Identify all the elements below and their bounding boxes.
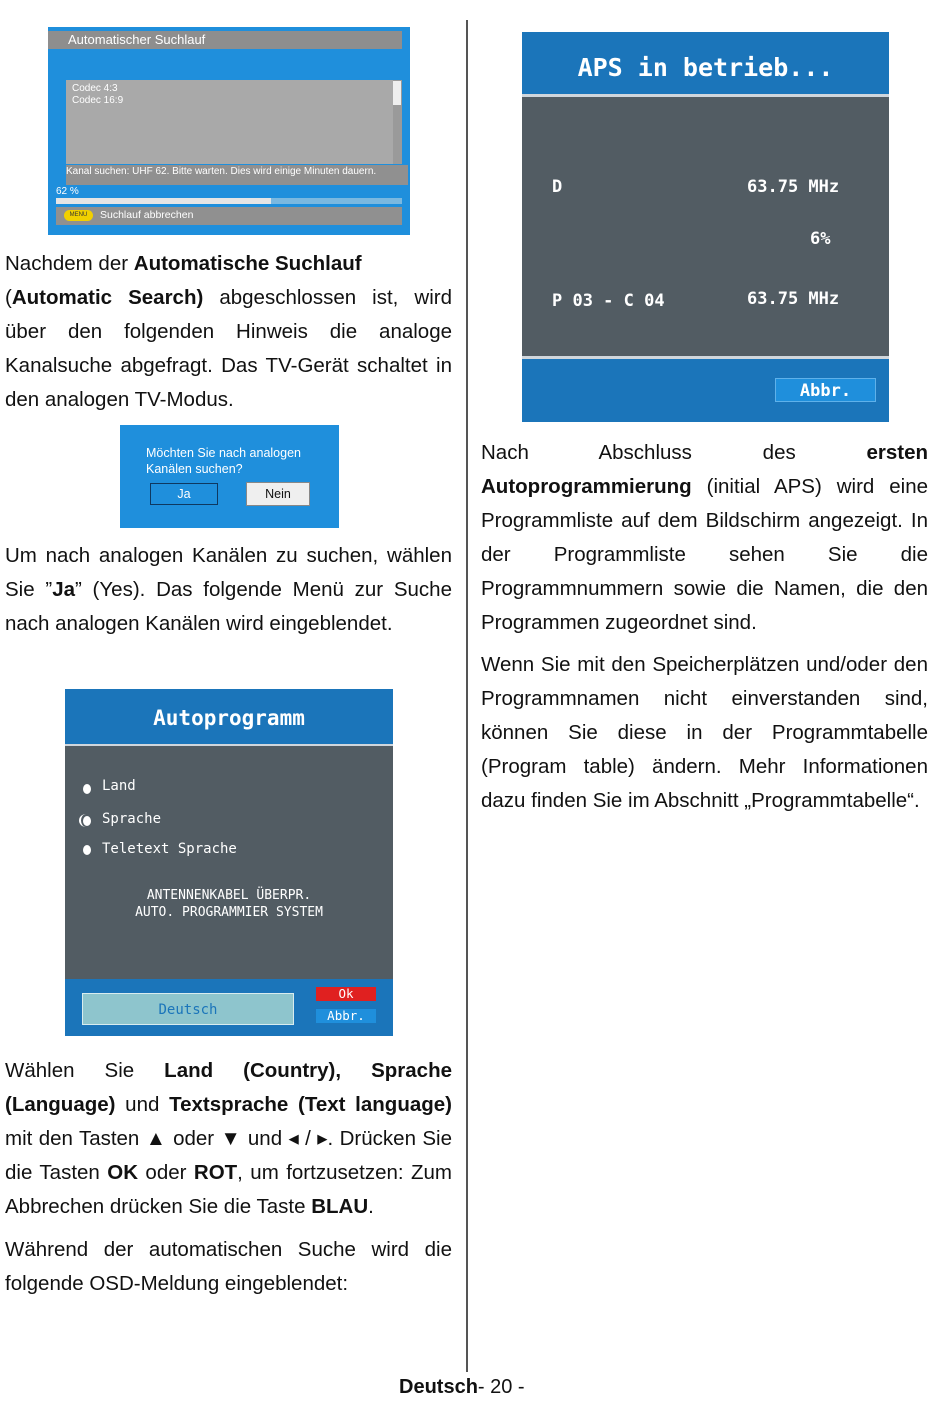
auto-search-screen	[48, 27, 410, 235]
codec-item: Codec 16:9	[72, 95, 124, 106]
cancel-search-label[interactable]: Suchlauf abbrechen	[100, 209, 194, 221]
bullet-icon	[83, 784, 91, 794]
codec-list	[66, 80, 402, 164]
aps-frequency-1: 63.75 MHz	[747, 177, 840, 197]
aps-screen	[522, 32, 889, 419]
option-language[interactable]: Sprache	[102, 811, 162, 827]
progress-label: 62 %	[56, 186, 79, 197]
footer-language: Deutsch	[399, 1376, 478, 1398]
autoprogram-title: Autoprogramm	[65, 689, 393, 746]
no-button[interactable]: Nein	[246, 482, 310, 506]
bullet-icon	[83, 845, 91, 855]
aps-cancel-button[interactable]: Abbr.	[775, 378, 876, 402]
codec-scrollbar-thumb[interactable]	[393, 81, 401, 105]
autoprogram-message: ANTENNENKABEL ÜBERPR. AUTO. PROGRAMMIER SYSTEM	[135, 888, 323, 920]
ok-button[interactable]: Ok	[316, 987, 376, 1001]
paragraph-select-options: Wählen Sie Land (Country), Sprache (Language) und Textsprache (Text language) mit den Tasten ▲ oder ▼ und ◂ / ▸. Drücken Sie die Tasten OK oder ROT, um fortzusetzen: Zum Abbrechen drücken Sie die Taste BLAU.	[5, 1059, 452, 1218]
auto-search-title: Automatischer Suchlauf	[48, 31, 402, 49]
progress-fill	[56, 198, 271, 204]
yes-button[interactable]: Ja	[150, 483, 218, 505]
paragraph-after-aps: Nach Abschluss des ersten Autoprogrammierung (initial APS) wird eine Programmliste auf dem Bildschirm angezeigt. In der Programmliste sehen Sie die Programmnummern sowie die Namen, die den Programmen zugeordnet sind.	[481, 441, 928, 634]
dialog-question: Möchten Sie nach analogen Kanälen suchen?	[146, 446, 301, 476]
search-status-text: Kanal suchen: UHF 62. Bitte warten. Dies wird einige Minuten dauern.	[66, 165, 408, 185]
column-divider	[466, 20, 468, 1372]
paragraph-select-yes: Um nach analogen Kanälen zu suchen, wählen Sie ”Ja” (Yes). Das folgende Menü zur Suche nach analogen Kanälen wird eingeblendet.	[5, 544, 452, 635]
bullet-icon	[83, 816, 91, 826]
aps-title: APS in betrieb...	[522, 32, 889, 97]
paragraph-osd-message: Während der automatischen Suche wird die folgende OSD-Meldung eingeblendet:	[5, 1238, 452, 1295]
page-footer	[399, 1376, 525, 1399]
language-value-field[interactable]: Deutsch	[82, 993, 294, 1025]
paragraph-after-search: Nachdem der Automatische Suchlauf (Automatic Search) abgeschlossen ist, wird über den folgenden Hinweis die analoge Kanalsuche abgefragt. Das TV-Gerät schaltet in den analogen TV-Modus.	[5, 252, 452, 411]
aps-band: D	[552, 177, 563, 197]
aps-frequency-2: 63.75 MHz	[747, 289, 840, 309]
analog-search-dialog	[120, 425, 339, 528]
menu-button[interactable]: MENU	[64, 210, 93, 221]
option-country[interactable]: Land	[102, 778, 136, 794]
paragraph-program-table: Wenn Sie mit den Speicherplätzen und/oder den Programmnamen nicht einverstanden sind, können Sie diese in der Programmtabelle (Program table) ändern. Mehr Informationen dazu finden Sie im Abschnitt „Programmtabelle“.	[481, 653, 928, 812]
aps-percent: 6%	[810, 229, 831, 249]
left-right-arrow-icon: ◂ / ▸	[288, 1127, 328, 1150]
option-teletext-language[interactable]: Teletext Sprache	[102, 841, 237, 857]
autoprogram-screen	[65, 689, 393, 1036]
codec-item: Codec 4:3	[72, 83, 118, 94]
page-number: - 20 -	[477, 1376, 525, 1398]
cancel-button[interactable]: Abbr.	[316, 1009, 376, 1023]
aps-channel: P 03 - C 04	[552, 291, 665, 311]
